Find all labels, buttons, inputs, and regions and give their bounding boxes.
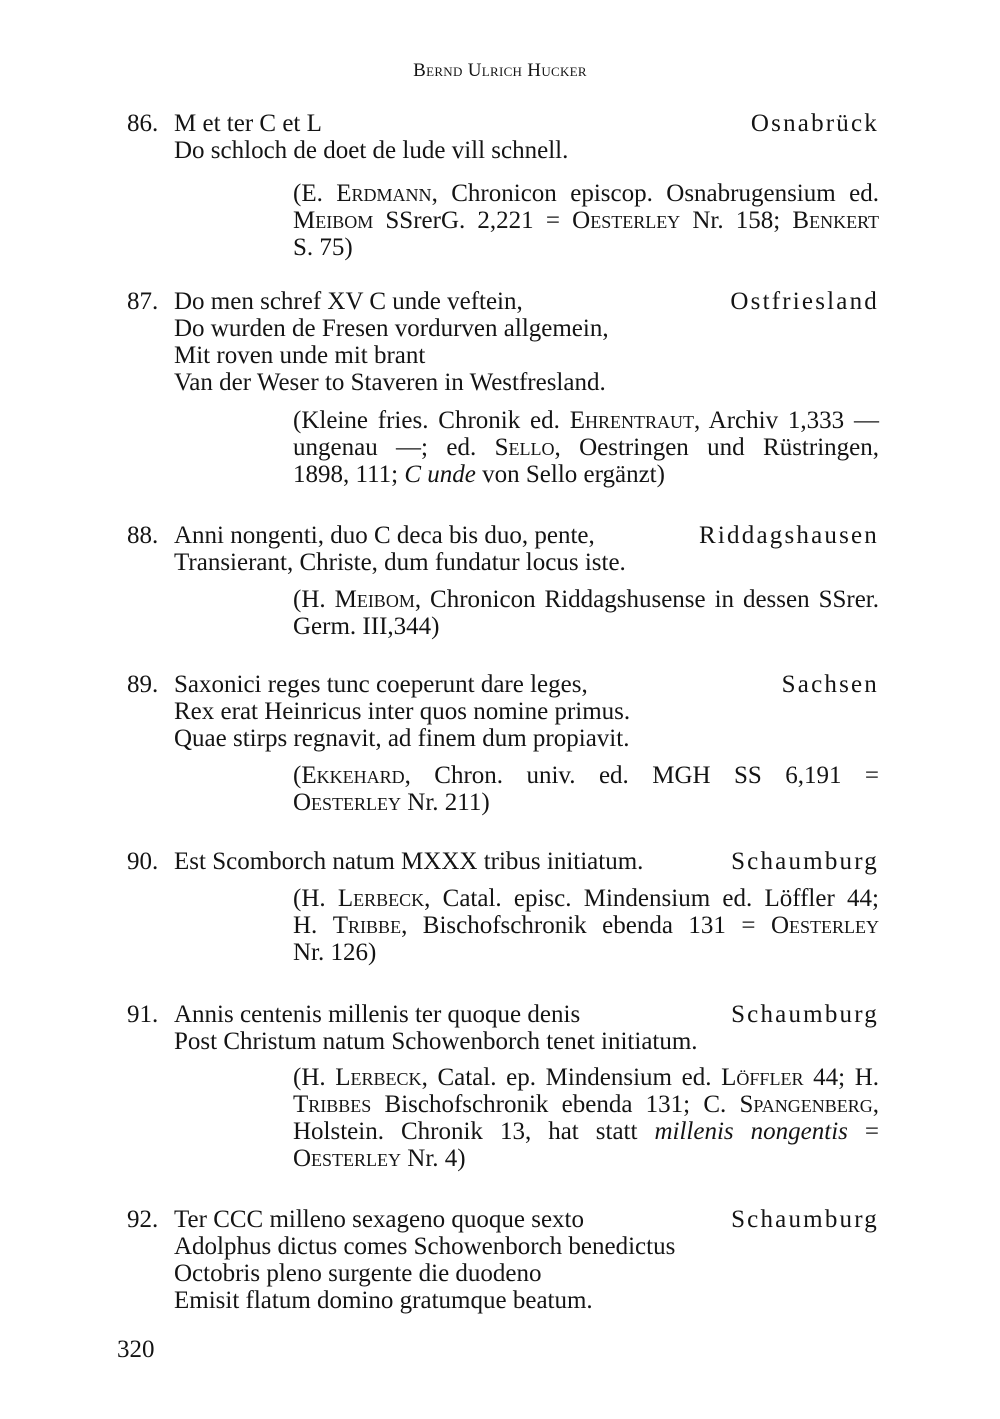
citation-line: (E. Erdmann, Chronicon episcop. Osnabrugensium ed. [293,180,879,207]
entry-number: 91. [127,1001,159,1028]
author-name: Oesterley [572,207,681,234]
italic-text: millenis nongentis [654,1118,848,1145]
source-citation [293,885,879,966]
entry-number: 88. [127,522,159,549]
author-name: Sello [494,434,555,461]
citation-line: Holstein. Chronik 13, hat statt millenis nongentis = [293,1118,879,1145]
citation-line: (H. Lerbeck, Catal. ep. Mindensium ed. Löffler 44; H. [293,1064,879,1091]
citation-line: Oesterley Nr. 4) [293,1145,466,1172]
entry-place: Schaumburg [731,848,879,875]
verse-line: Octobris pleno surgente die duodeno [174,1260,542,1287]
author-name: Meibom [334,586,415,613]
citation-line: 1898, 111; C unde von Sello ergänzt) [293,461,665,488]
source-citation [293,1064,879,1172]
page-number: 320 [117,1336,155,1363]
verse-line: Rex erat Heinricus inter quos nomine primus. [174,698,631,725]
source-citation [293,762,879,816]
author-name: Ekkehard [301,762,405,789]
author-name: Oesterley [293,1145,402,1172]
citation-line: Oesterley Nr. 211) [293,789,490,816]
citation-line: ungenau —; ed. Sello, Oestringen und Rüstringen, [293,434,879,461]
verse-line: Do schloch de doet de lude vill schnell. [174,137,569,164]
author-name: Ehrentraut [569,407,694,434]
author-name: Tribbes [293,1091,372,1118]
verse-line: Emisit flatum domino gratumque beatum. [174,1287,593,1314]
entry-number: 87. [127,288,159,315]
author-name: Lerbeck [335,1064,422,1091]
author-name: Erdmann [336,180,432,207]
entry-number: 86. [127,110,159,137]
citation-line: (H. Meibom, Chronicon Riddagshusense in dessen SSrer. [293,586,879,613]
author-name: Löffler [721,1064,804,1091]
entry-place: Riddagshausen [699,522,879,549]
entry-number: 89. [127,671,159,698]
author-name: Meibom [293,207,374,234]
entry-number: 92. [127,1206,159,1233]
verse-line: Quae stirps regnavit, ad finem dum propiavit. [174,725,630,752]
author-name: Oesterley [293,789,402,816]
entry-place: Sachsen [781,671,879,698]
citation-line: S. 75) [293,234,353,261]
verse-line: Van der Weser to Staveren in Westfresland. [174,369,606,396]
citation-line: (H. Lerbeck, Catal. episc. Mindensium ed. Löffler 44; [293,885,879,912]
verse-line: Ter CCC milleno sexageno quoque sexto [174,1206,584,1233]
citation-line: Meibom SSrerG. 2,221 = Oesterley Nr. 158; Benkert [293,207,879,234]
author-name: Spangenberg [739,1091,873,1118]
verse-line: Adolphus dictus comes Schowenborch benedictus [174,1233,676,1260]
citation-line: Nr. 126) [293,939,377,966]
citation-line: H. Tribbe, Bischofschronik ebenda 131 = Oesterley [293,912,879,939]
citation-line: Tribbes Bischofschronik ebenda 131; C. Spangenberg, [293,1091,879,1118]
citation-line: Germ. III,344) [293,613,440,640]
verse-line: Post Christum natum Schowenborch tenet initiatum. [174,1028,698,1055]
verse-line: Do wurden de Fresen vordurven allgemein, [174,315,609,342]
entry-place: Ostfriesland [730,288,879,315]
verse-line: M et ter C et L [174,110,322,137]
source-citation [293,586,879,640]
verse-line: Transierant, Christe, dum fundatur locus iste. [174,549,626,576]
citation-line: (Kleine fries. Chronik ed. Ehrentraut, Archiv 1,333 — [293,407,879,434]
entry-place: Schaumburg [731,1206,879,1233]
entry-number: 90. [127,848,159,875]
author-name: Benkert [792,207,879,234]
verse-line: Anni nongenti, duo C deca bis duo, pente, [174,522,595,549]
author-name: Tribbe [332,912,402,939]
author-name: Lerbeck [337,885,425,912]
verse-line: Do men schref XV C unde veftein, [174,288,523,315]
entry-place: Osnabrück [750,110,879,137]
running-header: Bernd Ulrich Hucker [413,60,587,81]
verse-line: Mit roven unde mit brant [174,342,426,369]
verse-line: Annis centenis millenis ter quoque denis [174,1001,581,1028]
verse-line: Est Scomborch natum MXXX tribus initiatum. [174,848,644,875]
source-citation [293,407,879,488]
italic-text: C unde [404,461,476,488]
entry-place: Schaumburg [731,1001,879,1028]
source-citation [293,180,879,261]
citation-line: (Ekkehard, Chron. univ. ed. MGH SS 6,191 = [293,762,879,789]
verse-line: Saxonici reges tunc coeperunt dare leges, [174,671,588,698]
author-name: Oesterley [770,912,879,939]
